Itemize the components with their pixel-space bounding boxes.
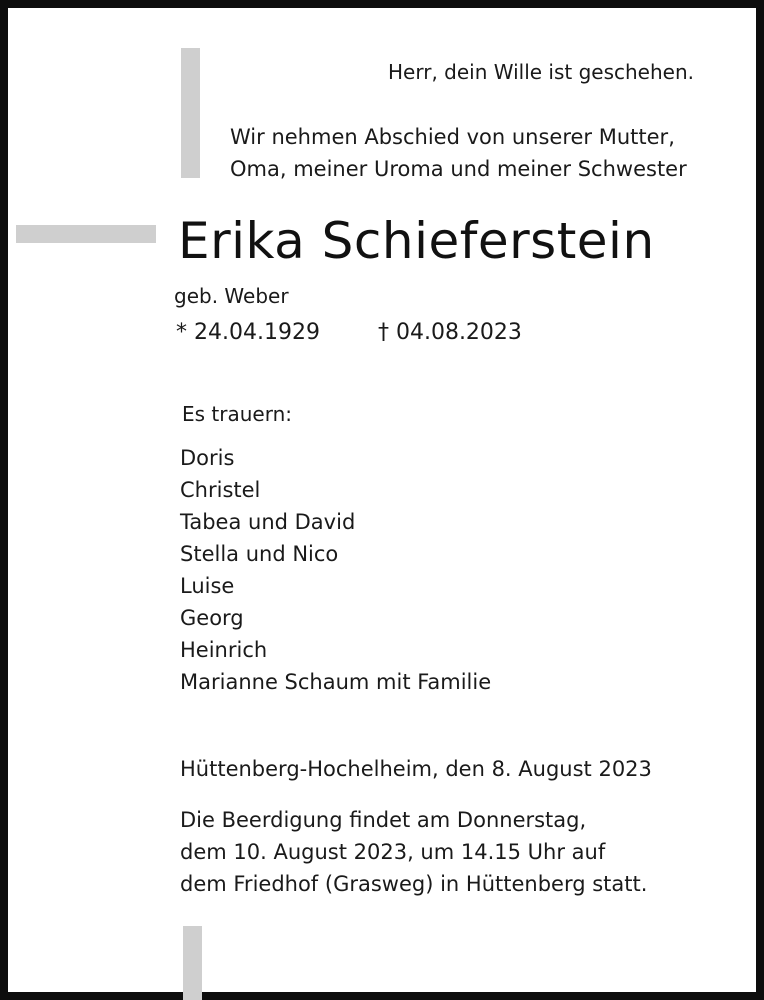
place-and-date: Hüttenberg-Hochelheim, den 8. August 2023	[180, 757, 652, 781]
mourner-item: Stella und Nico	[180, 542, 339, 566]
funeral-line: Die Beerdigung findet am Donnerstag,	[180, 808, 587, 832]
birth-date: * 24.04.1929	[176, 320, 320, 345]
intro-line: Wir nehmen Abschied von unserer Mutter,	[230, 125, 675, 149]
mourner-item: Georg	[180, 606, 244, 630]
mourners-heading: Es trauern:	[182, 402, 292, 426]
mourner-item: Christel	[180, 478, 261, 502]
mourner-item: Marianne Schaum mit Familie	[180, 670, 492, 694]
funeral-line: dem 10. August 2023, um 14.15 Uhr auf	[180, 840, 606, 864]
motto: Herr, dein Wille ist geschehen.	[388, 60, 694, 84]
death-date: † 04.08.2023	[377, 320, 522, 345]
cross-vertical-top	[181, 48, 200, 178]
mourners-list	[180, 442, 491, 698]
cross-horizontal-bar	[16, 225, 156, 243]
deceased-name: Erika Schieferstein	[178, 212, 655, 270]
mourner-item: Doris	[180, 446, 235, 470]
mourner-item: Tabea und David	[180, 510, 356, 534]
intro-line: Oma, meiner Uroma und meiner Schwester	[230, 157, 687, 181]
maiden-name: geb. Weber	[174, 284, 289, 308]
mourner-item: Heinrich	[180, 638, 268, 662]
mourner-item: Luise	[180, 574, 235, 598]
intro-text	[230, 121, 687, 185]
funeral-info	[180, 804, 647, 900]
life-dates	[176, 320, 522, 345]
funeral-line: dem Friedhof (Grasweg) in Hüttenberg statt.	[180, 872, 648, 896]
cross-vertical-bottom	[183, 926, 202, 1000]
